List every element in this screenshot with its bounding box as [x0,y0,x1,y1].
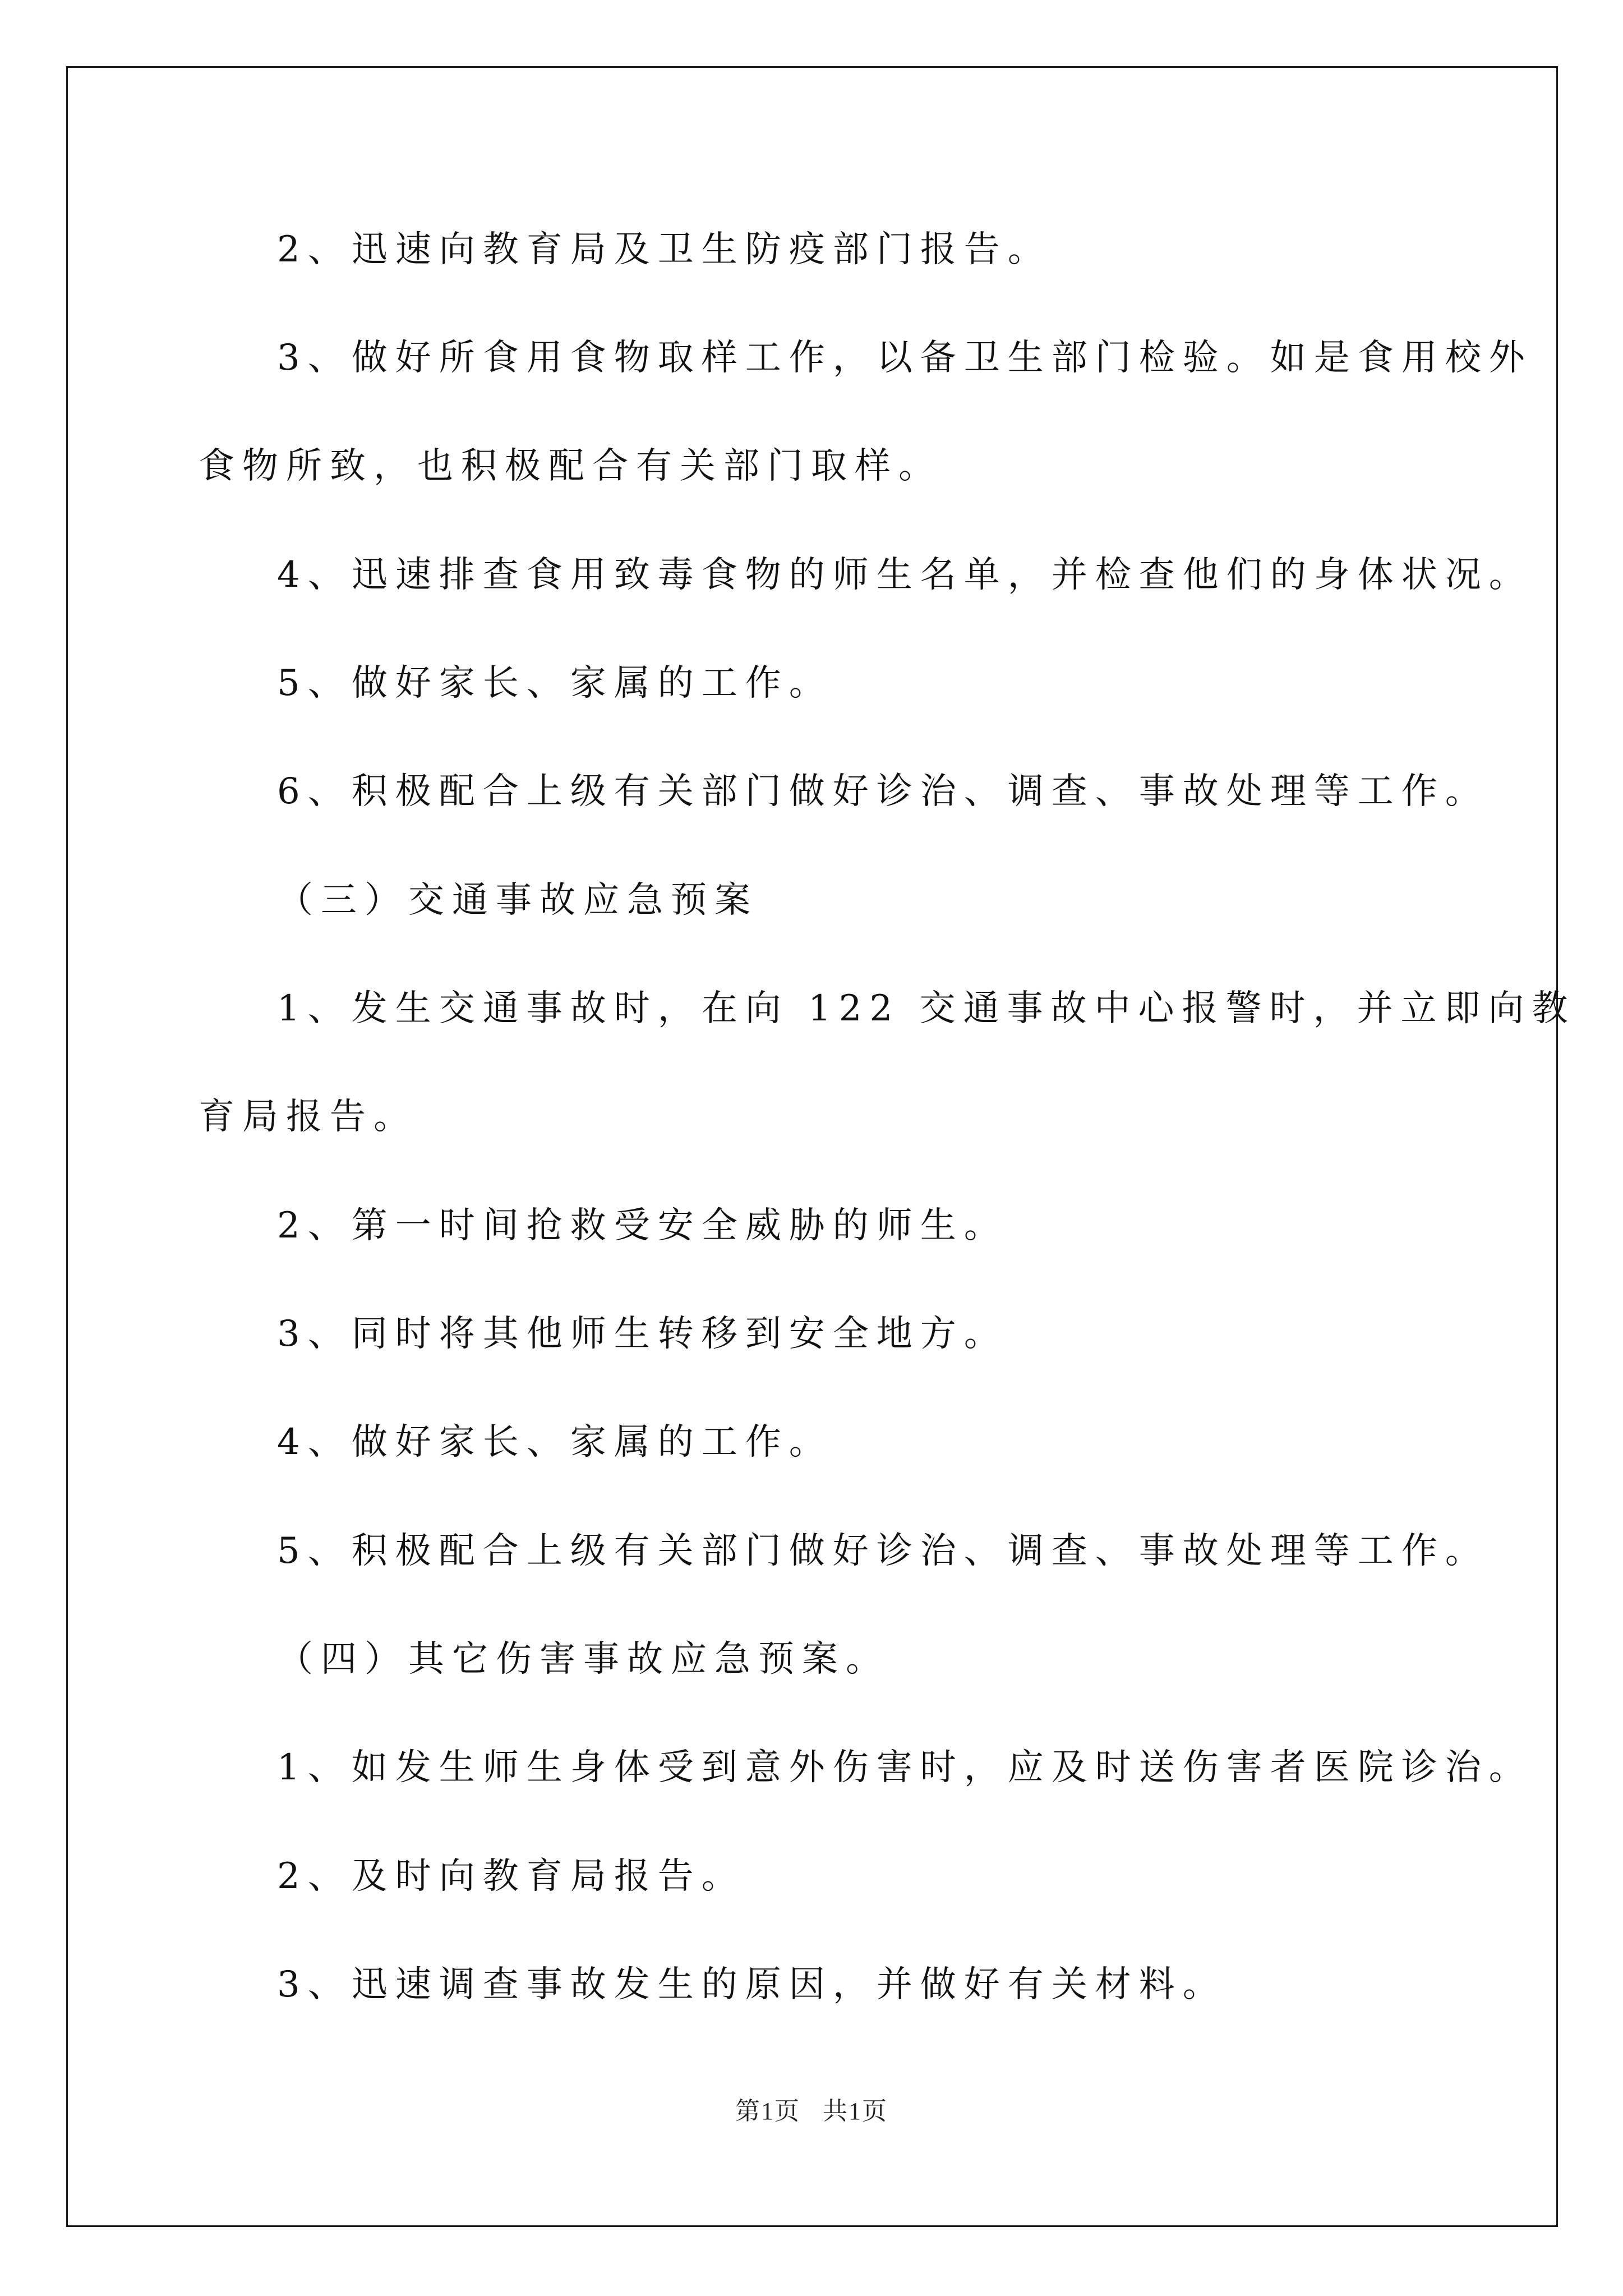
paragraph-line: 1、发生交通事故时，在向 122 交通事故中心报警时，并立即向教 [277,988,1576,1029]
paragraph-line: 3、做好所食用食物取样工作，以备卫生部门检验。如是食用校外 [277,337,1533,379]
page-number: 第1页 [735,2097,800,2125]
page-total: 共1页 [823,2097,888,2125]
paragraph-line: 5、积极配合上级有关部门做好诊治、调查、事故处理等工作。 [277,1530,1489,1572]
paragraph-line: 4、做好家长、家属的工作。 [277,1421,833,1463]
page-border [66,66,1558,2227]
paragraph-line: 3、迅速调查事故发生的原因，并做好有关材料。 [277,1964,1227,2005]
paragraph-line: 育局报告。 [199,1096,417,1138]
section-heading: （三）交通事故应急预案 [277,880,758,921]
paragraph-line: 2、第一时间抢救受安全威胁的师生。 [277,1205,1008,1246]
paragraph-line: 1、如发生师生身体受到意外伤害时，应及时送伤害者医院诊治。 [277,1747,1533,1788]
paragraph-line: 3、同时将其他师生转移到安全地方。 [277,1313,1008,1355]
page-footer [0,2096,1623,2127]
paragraph-line: 2、及时向教育局报告。 [277,1856,745,1897]
paragraph-line: 4、迅速排查食用致毒食物的师生名单，并检查他们的身体状况。 [277,554,1533,596]
paragraph-line: 5、做好家长、家属的工作。 [277,662,833,704]
paragraph-line: 2、迅速向教育局及卫生防疫部门报告。 [277,229,1052,270]
paragraph-line: 食物所致，也积极配合有关部门取样。 [199,445,942,487]
paragraph-line: 6、积极配合上级有关部门做好诊治、调查、事故处理等工作。 [277,771,1489,812]
section-heading: （四）其它伤害事故应急预案。 [277,1639,889,1680]
